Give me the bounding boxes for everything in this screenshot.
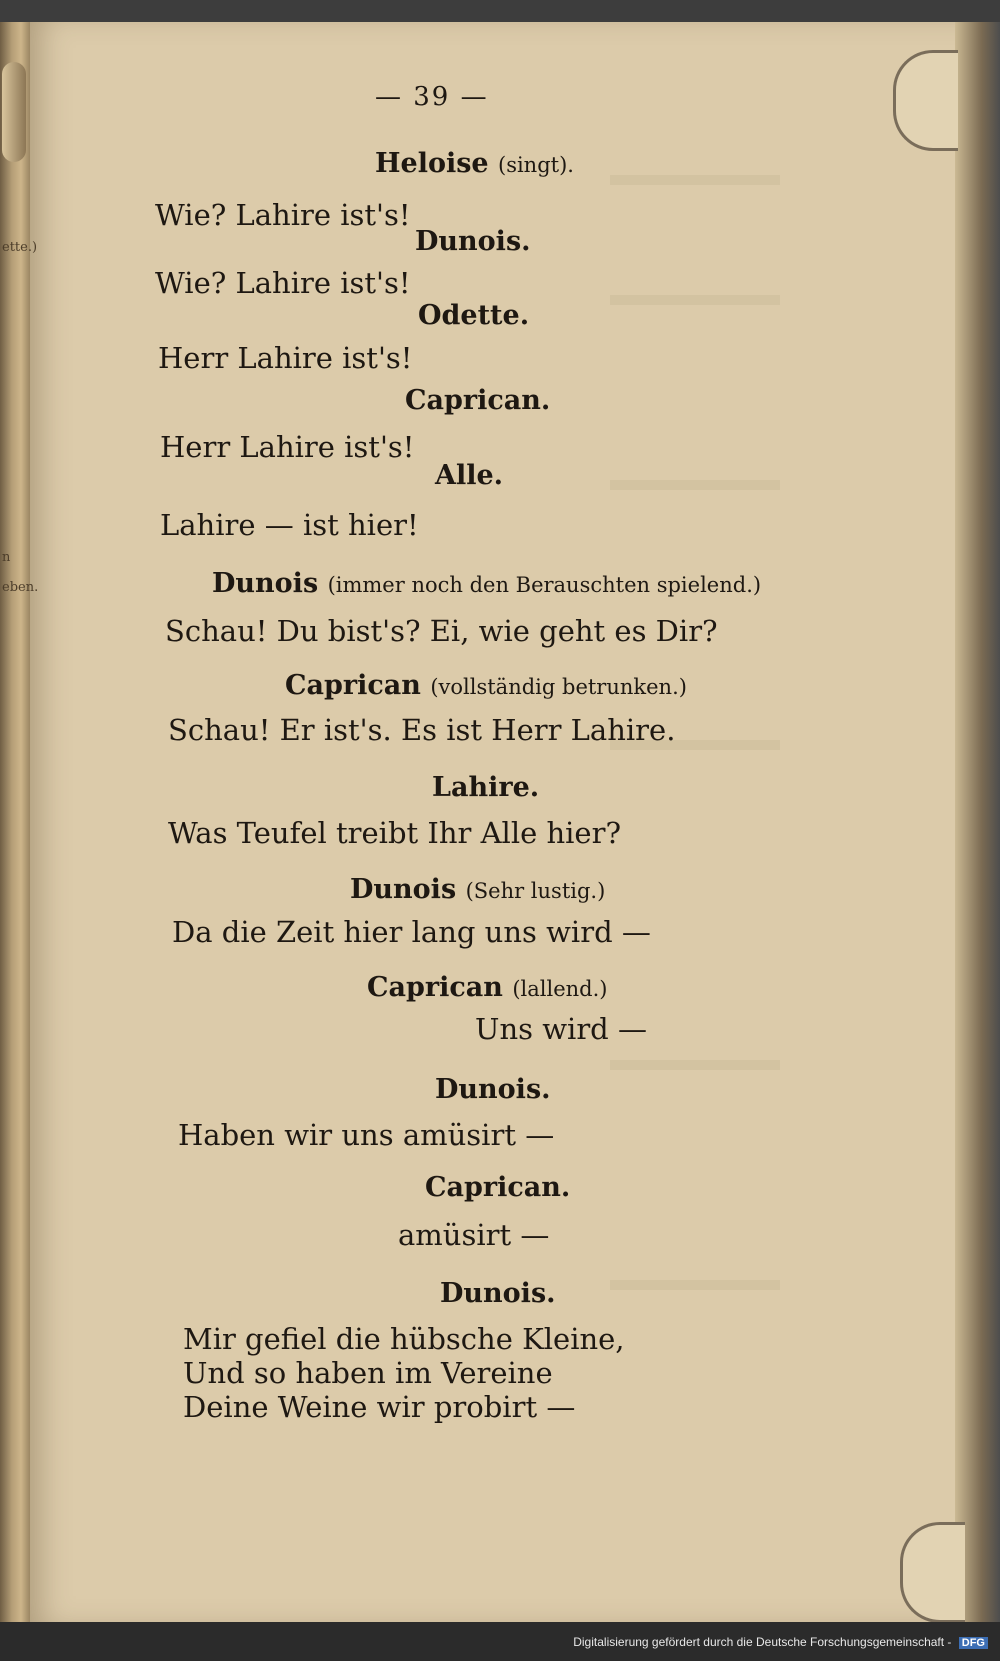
margin-text: n [2, 550, 11, 565]
adjacent-page-edge [0, 22, 30, 1622]
speaker-name: Caprican [367, 972, 503, 1003]
stage-direction: (immer noch den Berauschten spielend.) [327, 573, 762, 597]
speaker-name: Dunois. [440, 1278, 556, 1309]
speaker-line [350, 874, 605, 905]
speaker-name: Dunois. [435, 1074, 551, 1105]
speaker-name: Caprican. [405, 385, 551, 416]
dfg-logo: DFG [959, 1637, 988, 1649]
speaker-name: Dunois [212, 568, 319, 599]
stage-direction: (Sehr lustig.) [465, 879, 606, 903]
bleed-through [610, 1060, 780, 1070]
margin-text: eben. [2, 580, 39, 595]
verse-line: Wie? Lahire ist's! [155, 266, 411, 300]
verse-line: Herr Lahire ist's! [160, 430, 415, 464]
speaker-name: Lahire. [432, 772, 540, 803]
verse-line: Lahire — ist hier! [160, 508, 419, 542]
verse-line: Mir gefiel die hübsche Kleine, [183, 1322, 625, 1356]
margin-text: ette.) [2, 240, 38, 255]
digitization-footer [0, 1635, 988, 1649]
speaker-line [375, 148, 574, 179]
clamp-tab-top [893, 50, 958, 151]
verse-line: Schau! Er ist's. Es ist Herr Lahire. [168, 713, 676, 747]
verse-line: Deine Weine wir probirt — [183, 1390, 576, 1424]
speaker-line [367, 972, 607, 1003]
verse-line: amüsirt — [398, 1218, 550, 1252]
page-curl [2, 62, 26, 162]
verse-line: Da die Zeit hier lang uns wird — [172, 915, 651, 949]
speaker-name: Caprican. [425, 1172, 571, 1203]
verse-line: Wie? Lahire ist's! [155, 198, 411, 232]
verse-line: Und so haben im Vereine [183, 1356, 553, 1390]
verse-line: Haben wir uns amüsirt — [178, 1118, 555, 1152]
bleed-through [610, 175, 780, 185]
scan-background-top [0, 0, 1000, 22]
bleed-through [610, 295, 780, 305]
speaker-line [285, 670, 687, 701]
verse-line: Schau! Du bist's? Ei, wie geht es Dir? [165, 614, 718, 648]
bleed-through [610, 480, 780, 490]
stage-direction: (vollständig betrunken.) [430, 675, 687, 699]
verse-line: Herr Lahire ist's! [158, 341, 413, 375]
speaker-name: Odette. [418, 300, 530, 331]
verse-line: Was Teufel treibt Ihr Alle hier? [168, 816, 621, 850]
page-edge-shadow [955, 22, 1000, 1622]
speaker-name: Heloise [375, 148, 489, 179]
stage-direction: (singt). [498, 153, 574, 177]
verse-line: Uns wird — [475, 1012, 647, 1046]
bleed-through [610, 1280, 780, 1290]
speaker-name: Caprican [285, 670, 421, 701]
speaker-line [212, 568, 761, 599]
page-number: — 39 — [375, 82, 489, 112]
footer-text: Digitalisierung gefördert durch die Deutsche Forschungsgemeinschaft - [573, 1635, 952, 1649]
speaker-name: Dunois [350, 874, 457, 905]
speaker-name: Alle. [435, 460, 504, 491]
stage-direction: (lallend.) [512, 977, 608, 1001]
clamp-tab-bottom [900, 1522, 965, 1623]
speaker-name: Dunois. [415, 226, 531, 257]
